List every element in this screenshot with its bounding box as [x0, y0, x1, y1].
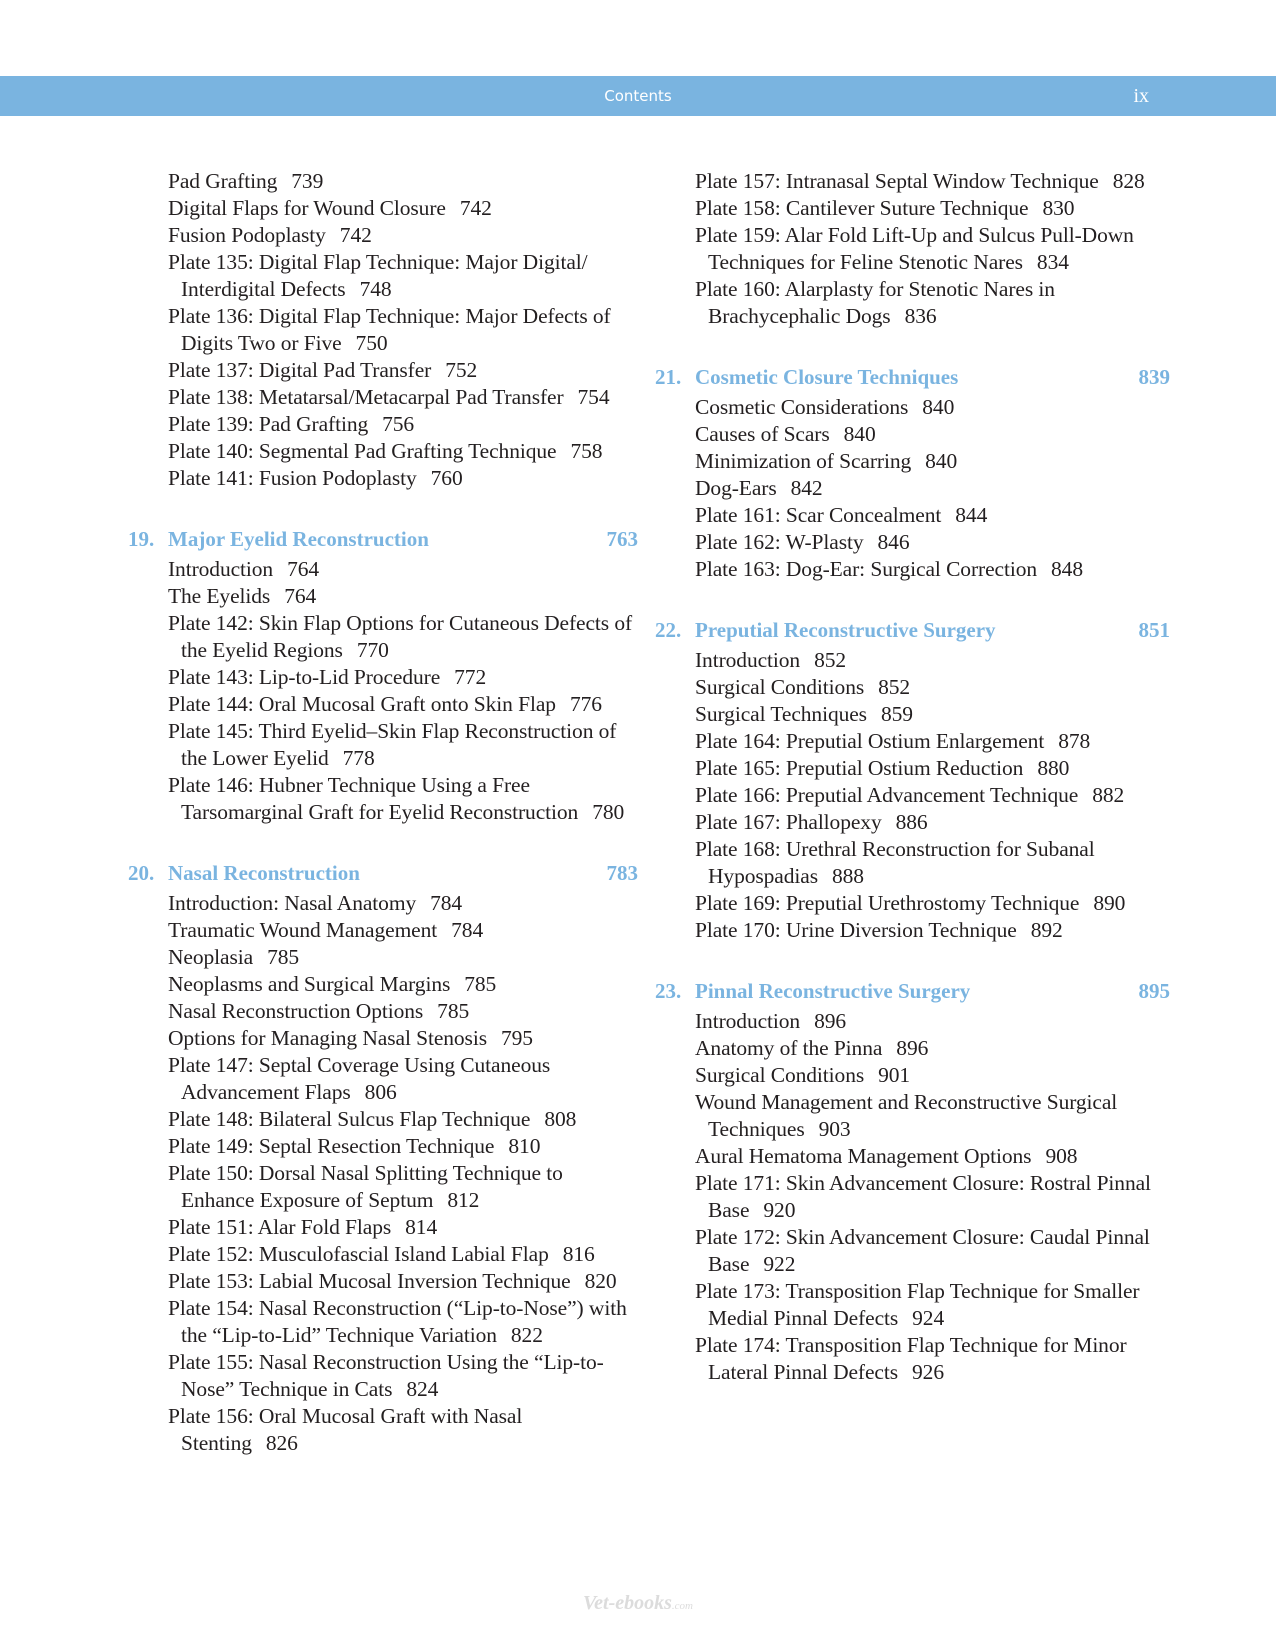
toc-entry: [695, 1332, 1170, 1386]
toc-entry-title: The Eyelids: [168, 584, 271, 608]
toc-entry-page: 810: [508, 1134, 541, 1158]
toc-entry-page: 926: [912, 1360, 944, 1384]
toc-entry: [695, 448, 1170, 475]
toc-entry: [695, 556, 1170, 583]
toc-entry-page: 739: [291, 169, 324, 193]
toc-entry-page: 784: [430, 891, 463, 915]
toc-entry-page: 882: [1092, 783, 1125, 807]
chapter-heading: [655, 364, 1170, 391]
toc-entry: [168, 195, 638, 222]
toc-entry-title: Plate 142: Skin Flap Options for Cutaneous Defects of the Eyelid Regions: [168, 611, 633, 662]
toc-entry-page: 750: [355, 331, 388, 355]
toc-entry-title: Fusion Podoplasty: [168, 223, 326, 247]
toc-entry: [695, 701, 1170, 728]
toc-entry-title: Surgical Conditions: [695, 675, 865, 699]
toc-entry-page: 846: [877, 530, 910, 554]
toc-entry: [168, 1052, 638, 1106]
toc-entry: [695, 529, 1170, 556]
toc-entry: [168, 465, 638, 492]
toc-entry-title: Plate 167: Phallopexy: [695, 810, 882, 834]
toc-entry-list: [695, 647, 1170, 944]
chapter-heading: [128, 526, 638, 553]
toc-entry: [168, 168, 638, 195]
chapter-page: 763: [606, 527, 638, 551]
toc-entry-page: 826: [265, 1431, 298, 1455]
toc-entry-page: 830: [1042, 196, 1075, 220]
toc-entry-page: 776: [569, 692, 602, 716]
toc-entry: [695, 890, 1170, 917]
toc-entry-title: Plate 159: Alar Fold Lift-Up and Sulcus Pull-Down Techniques for Feline Stenotic Nares: [695, 223, 1134, 274]
toc-entry-title: Plate 173: Transposition Flap Technique for Smaller Medial Pinnal Defects: [695, 1279, 1140, 1330]
toc-entry-page: 859: [880, 702, 913, 726]
toc-entry-title: Plate 140: Segmental Pad Grafting Technique: [168, 439, 557, 463]
toc-entry-page: 814: [405, 1215, 438, 1239]
toc-entry-page: 903: [818, 1117, 851, 1141]
toc-entry-title: Plate 137: Digital Pad Transfer: [168, 358, 432, 382]
toc-entry-title: Plate 135: Digital Flap Technique: Major Digital/ Interdigital Defects: [168, 250, 588, 301]
toc-entry-page: 764: [287, 557, 320, 581]
toc-entry-page: 820: [584, 1269, 617, 1293]
toc-entry-title: Pad Grafting: [168, 169, 278, 193]
toc-entry: [168, 384, 638, 411]
toc-entry: [168, 944, 638, 971]
toc-entry: [168, 583, 638, 610]
toc-entry-title: Wound Management and Reconstructive Surgical Techniques: [695, 1090, 1118, 1141]
toc-entry-page: 808: [544, 1107, 577, 1131]
toc-entry: [168, 998, 638, 1025]
toc-entry-title: Plate 158: Cantilever Suture Technique: [695, 196, 1029, 220]
toc-entry-page: 742: [459, 196, 492, 220]
toc-entry-page: 836: [904, 304, 937, 328]
toc-entry-title: Plate 155: Nasal Reconstruction Using the “Lip-to-Nose” Technique in Cats: [168, 1350, 604, 1401]
toc-entry-title: Plate 171: Skin Advancement Closure: Rostral Pinnal Base: [695, 1171, 1151, 1222]
toc-entry-page: 922: [763, 1252, 796, 1276]
toc-entry-page: 828: [1112, 169, 1145, 193]
toc-entry-page: 756: [382, 412, 415, 436]
toc-entry: [168, 971, 638, 998]
toc-entry: [168, 222, 638, 249]
toc-entry-title: Introduction: [695, 1009, 801, 1033]
toc-entry: [168, 249, 638, 303]
toc-entry-page: 822: [510, 1323, 543, 1347]
toc-entry: [695, 728, 1170, 755]
toc-entry-list: [168, 168, 638, 492]
toc-entry-title: Plate 163: Dog-Ear: Surgical Correction: [695, 557, 1038, 581]
chapter-heading: [655, 978, 1170, 1005]
toc-entry-title: Digital Flaps for Wound Closure: [168, 196, 446, 220]
toc-entry-list: [695, 1008, 1170, 1386]
toc-entry-page: 852: [878, 675, 911, 699]
toc-entry-page: 834: [1036, 250, 1069, 274]
toc-entry-title: Minimization of Scarring: [695, 449, 912, 473]
chapter-heading: [128, 860, 638, 887]
toc-entry-title: Plate 144: Oral Mucosal Graft onto Skin Flap: [168, 692, 556, 716]
toc-entry: [168, 772, 638, 826]
chapter-heading: [655, 617, 1170, 644]
toc-entry-page: 812: [447, 1188, 480, 1212]
toc-entry-title: Plate 174: Transposition Flap Technique for Minor Lateral Pinnal Defects: [695, 1333, 1127, 1384]
toc-entry-title: Plate 148: Bilateral Sulcus Flap Technique: [168, 1107, 531, 1131]
toc-entry-page: 748: [359, 277, 392, 301]
toc-entry-page: 770: [356, 638, 389, 662]
toc-entry-page: 778: [342, 746, 375, 770]
toc-entry-page: 908: [1045, 1144, 1078, 1168]
toc-entry-title: Plate 151: Alar Fold Flaps: [168, 1215, 392, 1239]
toc-entry-title: Causes of Scars: [695, 422, 830, 446]
toc-entry-title: Options for Managing Nasal Stenosis: [168, 1026, 487, 1050]
toc-entry-title: Plate 147: Septal Coverage Using Cutaneous Advancement Flaps: [168, 1053, 551, 1104]
toc-entry-page: 890: [1093, 891, 1126, 915]
toc-entry-title: Plate 172: Skin Advancement Closure: Caudal Pinnal Base: [695, 1225, 1150, 1276]
toc-entry-title: Cosmetic Considerations: [695, 395, 909, 419]
chapter-number: 22.: [655, 618, 682, 642]
toc-entry: [695, 1170, 1170, 1224]
toc-entry-title: Plate 157: Intranasal Septal Window Technique: [695, 169, 1099, 193]
toc-entry: [695, 782, 1170, 809]
toc-entry-title: Surgical Conditions: [695, 1063, 865, 1087]
toc-entry-page: 886: [895, 810, 928, 834]
toc-entry: [695, 809, 1170, 836]
toc-entry-title: Neoplasms and Surgical Margins: [168, 972, 451, 996]
toc-entry: [168, 917, 638, 944]
chapter-number: 23.: [655, 979, 682, 1003]
toc-entry-title: Plate 149: Septal Resection Technique: [168, 1134, 495, 1158]
toc-entry: [695, 917, 1170, 944]
toc-entry: [168, 1214, 638, 1241]
toc-entry: [695, 1143, 1170, 1170]
toc-entry-page: 888: [831, 864, 864, 888]
toc-entry: [695, 168, 1170, 195]
toc-entry: [168, 357, 638, 384]
chapter-number: 20.: [128, 861, 155, 885]
chapter-title: Major Eyelid Reconstruction: [168, 527, 429, 551]
toc-entry-page: 840: [922, 395, 955, 419]
chapter-page: 895: [1138, 979, 1170, 1003]
toc-entry-title: Introduction: [168, 557, 274, 581]
toc-entry-title: Dog-Ears: [695, 476, 777, 500]
toc-entry-title: Plate 168: Urethral Reconstruction for Subanal Hypospadias: [695, 837, 1095, 888]
toc-entry-page: 844: [955, 503, 988, 527]
toc-entry-title: Plate 145: Third Eyelid–Skin Flap Reconstruction of the Lower Eyelid: [168, 719, 617, 770]
toc-entry-title: Plate 162: W-Plasty: [695, 530, 864, 554]
watermark-domain: .com: [671, 1600, 693, 1612]
toc-entry-list: [168, 556, 638, 826]
toc-entry: [695, 222, 1170, 276]
toc-entry-page: 901: [878, 1063, 911, 1087]
toc-entry: [695, 674, 1170, 701]
toc-entry-list: [695, 168, 1170, 330]
toc-entry-page: 784: [451, 918, 484, 942]
toc-entry: [695, 276, 1170, 330]
toc-entry-title: Plate 156: Oral Mucosal Graft with Nasal Stenting: [168, 1404, 523, 1455]
toc-entry: [695, 475, 1170, 502]
chapter-title: Pinnal Reconstructive Surgery: [695, 979, 971, 1003]
toc-entry: [695, 1008, 1170, 1035]
toc-entry-title: Plate 141: Fusion Podoplasty: [168, 466, 417, 490]
toc-entry: [168, 1025, 638, 1052]
toc-entry-page: 754: [577, 385, 610, 409]
toc-entry-page: 896: [896, 1036, 929, 1060]
toc-entry-title: Plate 139: Pad Grafting: [168, 412, 369, 436]
toc-entry: [168, 1349, 638, 1403]
watermark-logo: [0, 1592, 1276, 1615]
toc-entry: [695, 195, 1170, 222]
toc-entry-page: 752: [445, 358, 478, 382]
toc-entry: [168, 438, 638, 465]
toc-entry: [168, 718, 638, 772]
toc-entry: [695, 1035, 1170, 1062]
watermark-text: Vet-ebooks: [583, 1592, 672, 1614]
toc-entry-title: Plate 153: Labial Mucosal Inversion Technique: [168, 1269, 571, 1293]
chapter-title: Cosmetic Closure Techniques: [695, 365, 959, 389]
toc-entry: [168, 1403, 638, 1457]
toc-entry: [168, 890, 638, 917]
toc-entry-title: Introduction: [695, 648, 801, 672]
toc-left-column: [128, 168, 638, 1457]
toc-entry-page: 840: [925, 449, 958, 473]
toc-entry-page: 878: [1058, 729, 1091, 753]
toc-entry-title: Nasal Reconstruction Options: [168, 999, 424, 1023]
toc-entry-page: 785: [267, 945, 300, 969]
toc-entry-page: 816: [562, 1242, 595, 1266]
toc-entry: [695, 502, 1170, 529]
toc-entry-page: 785: [464, 972, 497, 996]
toc-entry-page: 742: [339, 223, 372, 247]
toc-entry-page: 896: [814, 1009, 847, 1033]
chapter-page: 783: [606, 861, 638, 885]
toc-entry: [168, 1295, 638, 1349]
toc-entry-title: Plate 164: Preputial Ostium Enlargement: [695, 729, 1045, 753]
chapter-page: 839: [1138, 365, 1170, 389]
toc-entry: [695, 421, 1170, 448]
toc-entry-page: 840: [843, 422, 876, 446]
toc-entry-page: 764: [284, 584, 317, 608]
toc-entry: [168, 1160, 638, 1214]
toc-entry-title: Plate 154: Nasal Reconstruction (“Lip-to-Nose”) with the “Lip-to-Lid” Technique Variation: [168, 1296, 627, 1347]
toc-entry: [168, 411, 638, 438]
toc-entry: [695, 1089, 1170, 1143]
toc-right-column: [655, 168, 1170, 1386]
toc-entry-title: Plate 152: Musculofascial Island Labial Flap: [168, 1242, 549, 1266]
toc-entry-list: [695, 394, 1170, 583]
toc-entry-title: Plate 146: Hubner Technique Using a Free Tarsomarginal Graft for Eyelid Reconstruction: [168, 773, 579, 824]
toc-entry: [168, 1106, 638, 1133]
toc-entry-title: Aural Hematoma Management Options: [695, 1144, 1032, 1168]
toc-entry-title: Surgical Techniques: [695, 702, 867, 726]
toc-entry: [695, 755, 1170, 782]
toc-entry-title: Plate 161: Scar Concealment: [695, 503, 942, 527]
toc-entry-title: Plate 160: Alarplasty for Stenotic Nares in Brachycephalic Dogs: [695, 277, 1055, 328]
toc-entry-page: 892: [1030, 918, 1063, 942]
chapter-number: 19.: [128, 527, 155, 551]
toc-entry-title: Plate 143: Lip-to-Lid Procedure: [168, 665, 441, 689]
toc-entry-title: Plate 166: Preputial Advancement Technique: [695, 783, 1079, 807]
toc-entry: [168, 691, 638, 718]
page-number: ix: [1133, 85, 1149, 107]
toc-entry-page: 795: [500, 1026, 533, 1050]
toc-entry-page: 760: [430, 466, 463, 490]
running-header: [0, 76, 1276, 116]
chapter-number: 21.: [655, 365, 682, 389]
toc-entry-title: Anatomy of the Pinna: [695, 1036, 883, 1060]
toc-entry-page: 772: [454, 665, 487, 689]
toc-entry-page: 842: [790, 476, 823, 500]
toc-entry-page: 852: [814, 648, 847, 672]
toc-entry-list: [168, 890, 638, 1457]
toc-entry: [695, 1062, 1170, 1089]
toc-entry: [168, 303, 638, 357]
toc-entry: [695, 836, 1170, 890]
toc-entry-title: Plate 136: Digital Flap Technique: Major Defects of Digits Two or Five: [168, 304, 611, 355]
toc-entry: [168, 556, 638, 583]
toc-entry-title: Plate 170: Urine Diversion Technique: [695, 918, 1017, 942]
toc-entry: [695, 394, 1170, 421]
chapter-title: Preputial Reconstructive Surgery: [695, 618, 996, 642]
toc-entry: [168, 610, 638, 664]
toc-entry-page: 785: [437, 999, 470, 1023]
toc-entry-title: Introduction: Nasal Anatomy: [168, 891, 417, 915]
toc-entry: [695, 1224, 1170, 1278]
toc-entry-page: 824: [406, 1377, 439, 1401]
toc-entry-title: Plate 169: Preputial Urethrostomy Technique: [695, 891, 1080, 915]
toc-entry: [168, 664, 638, 691]
toc-entry-page: 920: [763, 1198, 796, 1222]
toc-entry-title: Plate 138: Metatarsal/Metacarpal Pad Transfer: [168, 385, 564, 409]
chapter-title: Nasal Reconstruction: [168, 861, 360, 885]
toc-entry: [168, 1241, 638, 1268]
toc-entry: [695, 1278, 1170, 1332]
toc-entry: [168, 1133, 638, 1160]
toc-entry-title: Neoplasia: [168, 945, 254, 969]
toc-entry-title: Traumatic Wound Management: [168, 918, 438, 942]
chapter-page: 851: [1138, 618, 1170, 642]
toc-entry-title: Plate 150: Dorsal Nasal Splitting Technique to Enhance Exposure of Septum: [168, 1161, 563, 1212]
toc-entry: [695, 647, 1170, 674]
toc-entry-page: 780: [592, 800, 625, 824]
toc-entry: [168, 1268, 638, 1295]
toc-entry-page: 880: [1037, 756, 1070, 780]
running-header-title: Contents: [604, 87, 672, 105]
toc-entry-page: 924: [912, 1306, 945, 1330]
toc-entry-page: 806: [364, 1080, 397, 1104]
toc-entry-page: 758: [570, 439, 603, 463]
toc-entry-title: Plate 165: Preputial Ostium Reduction: [695, 756, 1024, 780]
toc-entry-page: 848: [1051, 557, 1083, 581]
